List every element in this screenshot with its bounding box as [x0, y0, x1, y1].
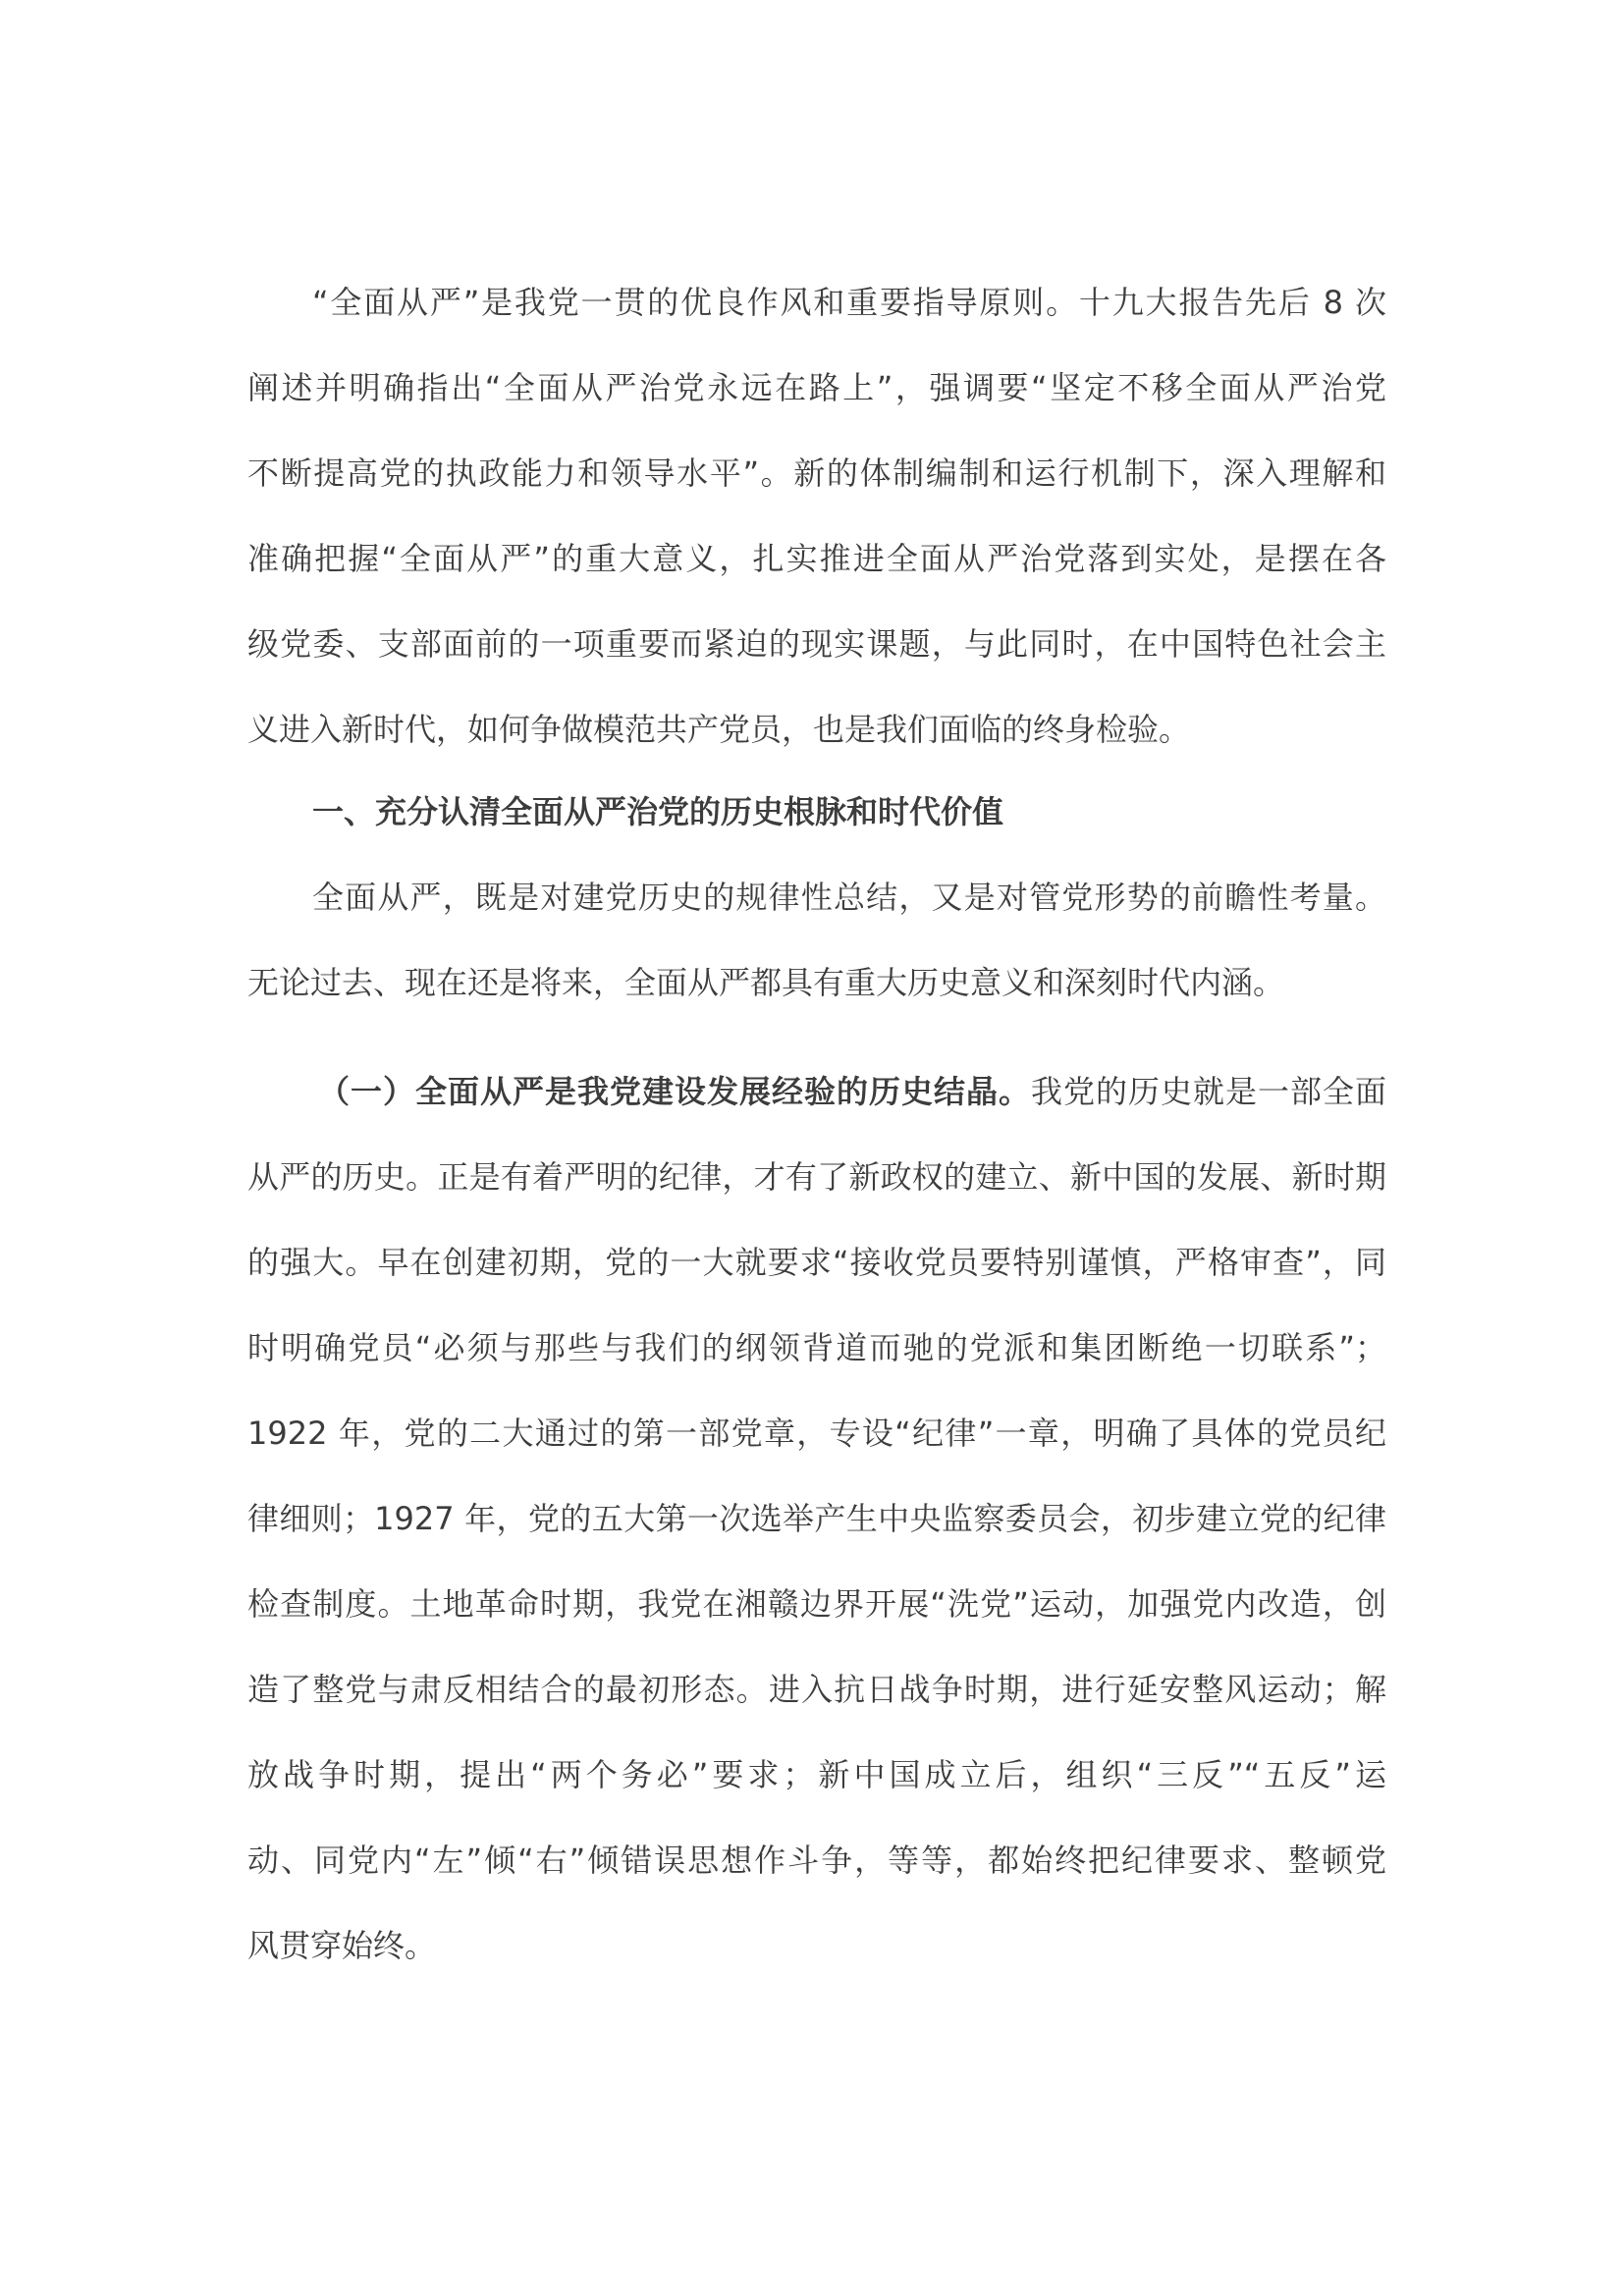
paragraph-subsection-1: [247, 1049, 1386, 1989]
text-line: 阐述并明确指出“全面从严治党永远在路上”，强调要“坚定不移全面从严治党: [247, 369, 1386, 406]
section-heading: [247, 770, 1386, 855]
text-line: 全面从严，既是对建党历史的规律性总结，又是对管党形势的前瞻性考量。: [312, 879, 1386, 916]
heading-text: 一、充分认清全面从严治党的历史根脉和时代价值: [312, 793, 1004, 830]
text-line: 准确把握“全面从严”的重大意义，扎实推进全面从严治党落到实处，是摆在各: [247, 540, 1386, 577]
text-line: 造了整党与肃反相结合的最初形态。进入抗日战争时期，进行延安整风运动；解: [247, 1671, 1386, 1708]
text-line: 无论过去、现在还是将来，全面从严都具有重大历史意义和深刻时代内涵。: [247, 964, 1285, 1001]
text-line: 动、同党内“左”倾“右”倾错误思想作斗争，等等，都始终把纪律要求、整顿党: [247, 1842, 1386, 1879]
text-line: 检查制度。土地革命时期，我党在湘赣边界开展“洗党”运动，加强党内改造，创: [247, 1585, 1386, 1623]
paragraph-section-intro: [247, 855, 1386, 1026]
text-line: “全面从严”是我党一贯的优良作风和重要指导原则。十九大报告先后 8 次: [312, 284, 1386, 321]
text-line: 时明确党员“必须与那些与我们的纲领背道而驰的党派和集团断绝一切联系”；: [247, 1329, 1386, 1366]
text-line: 级党委、支部面前的一项重要而紧迫的现实课题，与此同时，在中国特色社会主: [247, 625, 1386, 663]
text-line: 的强大。早在创建初期，党的一大就要求“接收党员要特别谨慎，严格审查”，同: [247, 1244, 1386, 1281]
text-line: 不断提高党的执政能力和领导水平”。新的体制编制和运行机制下，深入理解和: [247, 454, 1386, 492]
text-line: 1922 年，党的二大通过的第一部党章，专设“纪律”一章，明确了具体的党员纪: [247, 1415, 1386, 1452]
text-line: 风贯穿始终。: [247, 1927, 437, 1964]
text-line: [247, 1049, 1386, 1135]
text-line: 义进入新时代，如何争做模范共产党员，也是我们面临的终身检验。: [247, 711, 1191, 748]
text-line: 从严的历史。正是有着严明的纪律，才有了新政权的建立、新中国的发展、新时期: [247, 1158, 1386, 1196]
subsection-lead: （一）全面从严是我党建设发展经验的历史结晶。: [318, 1073, 1031, 1110]
paragraph-intro: [247, 260, 1386, 773]
text-line: 律细则；1927 年，党的五大第一次选举产生中央监察委员会，初步建立党的纪律: [247, 1500, 1386, 1537]
text-line: 放战争时期，提出“两个务必”要求；新中国成立后，组织“三反”“五反”运: [247, 1756, 1386, 1793]
text-run: 我党的历史就是一部全面: [1030, 1073, 1386, 1110]
